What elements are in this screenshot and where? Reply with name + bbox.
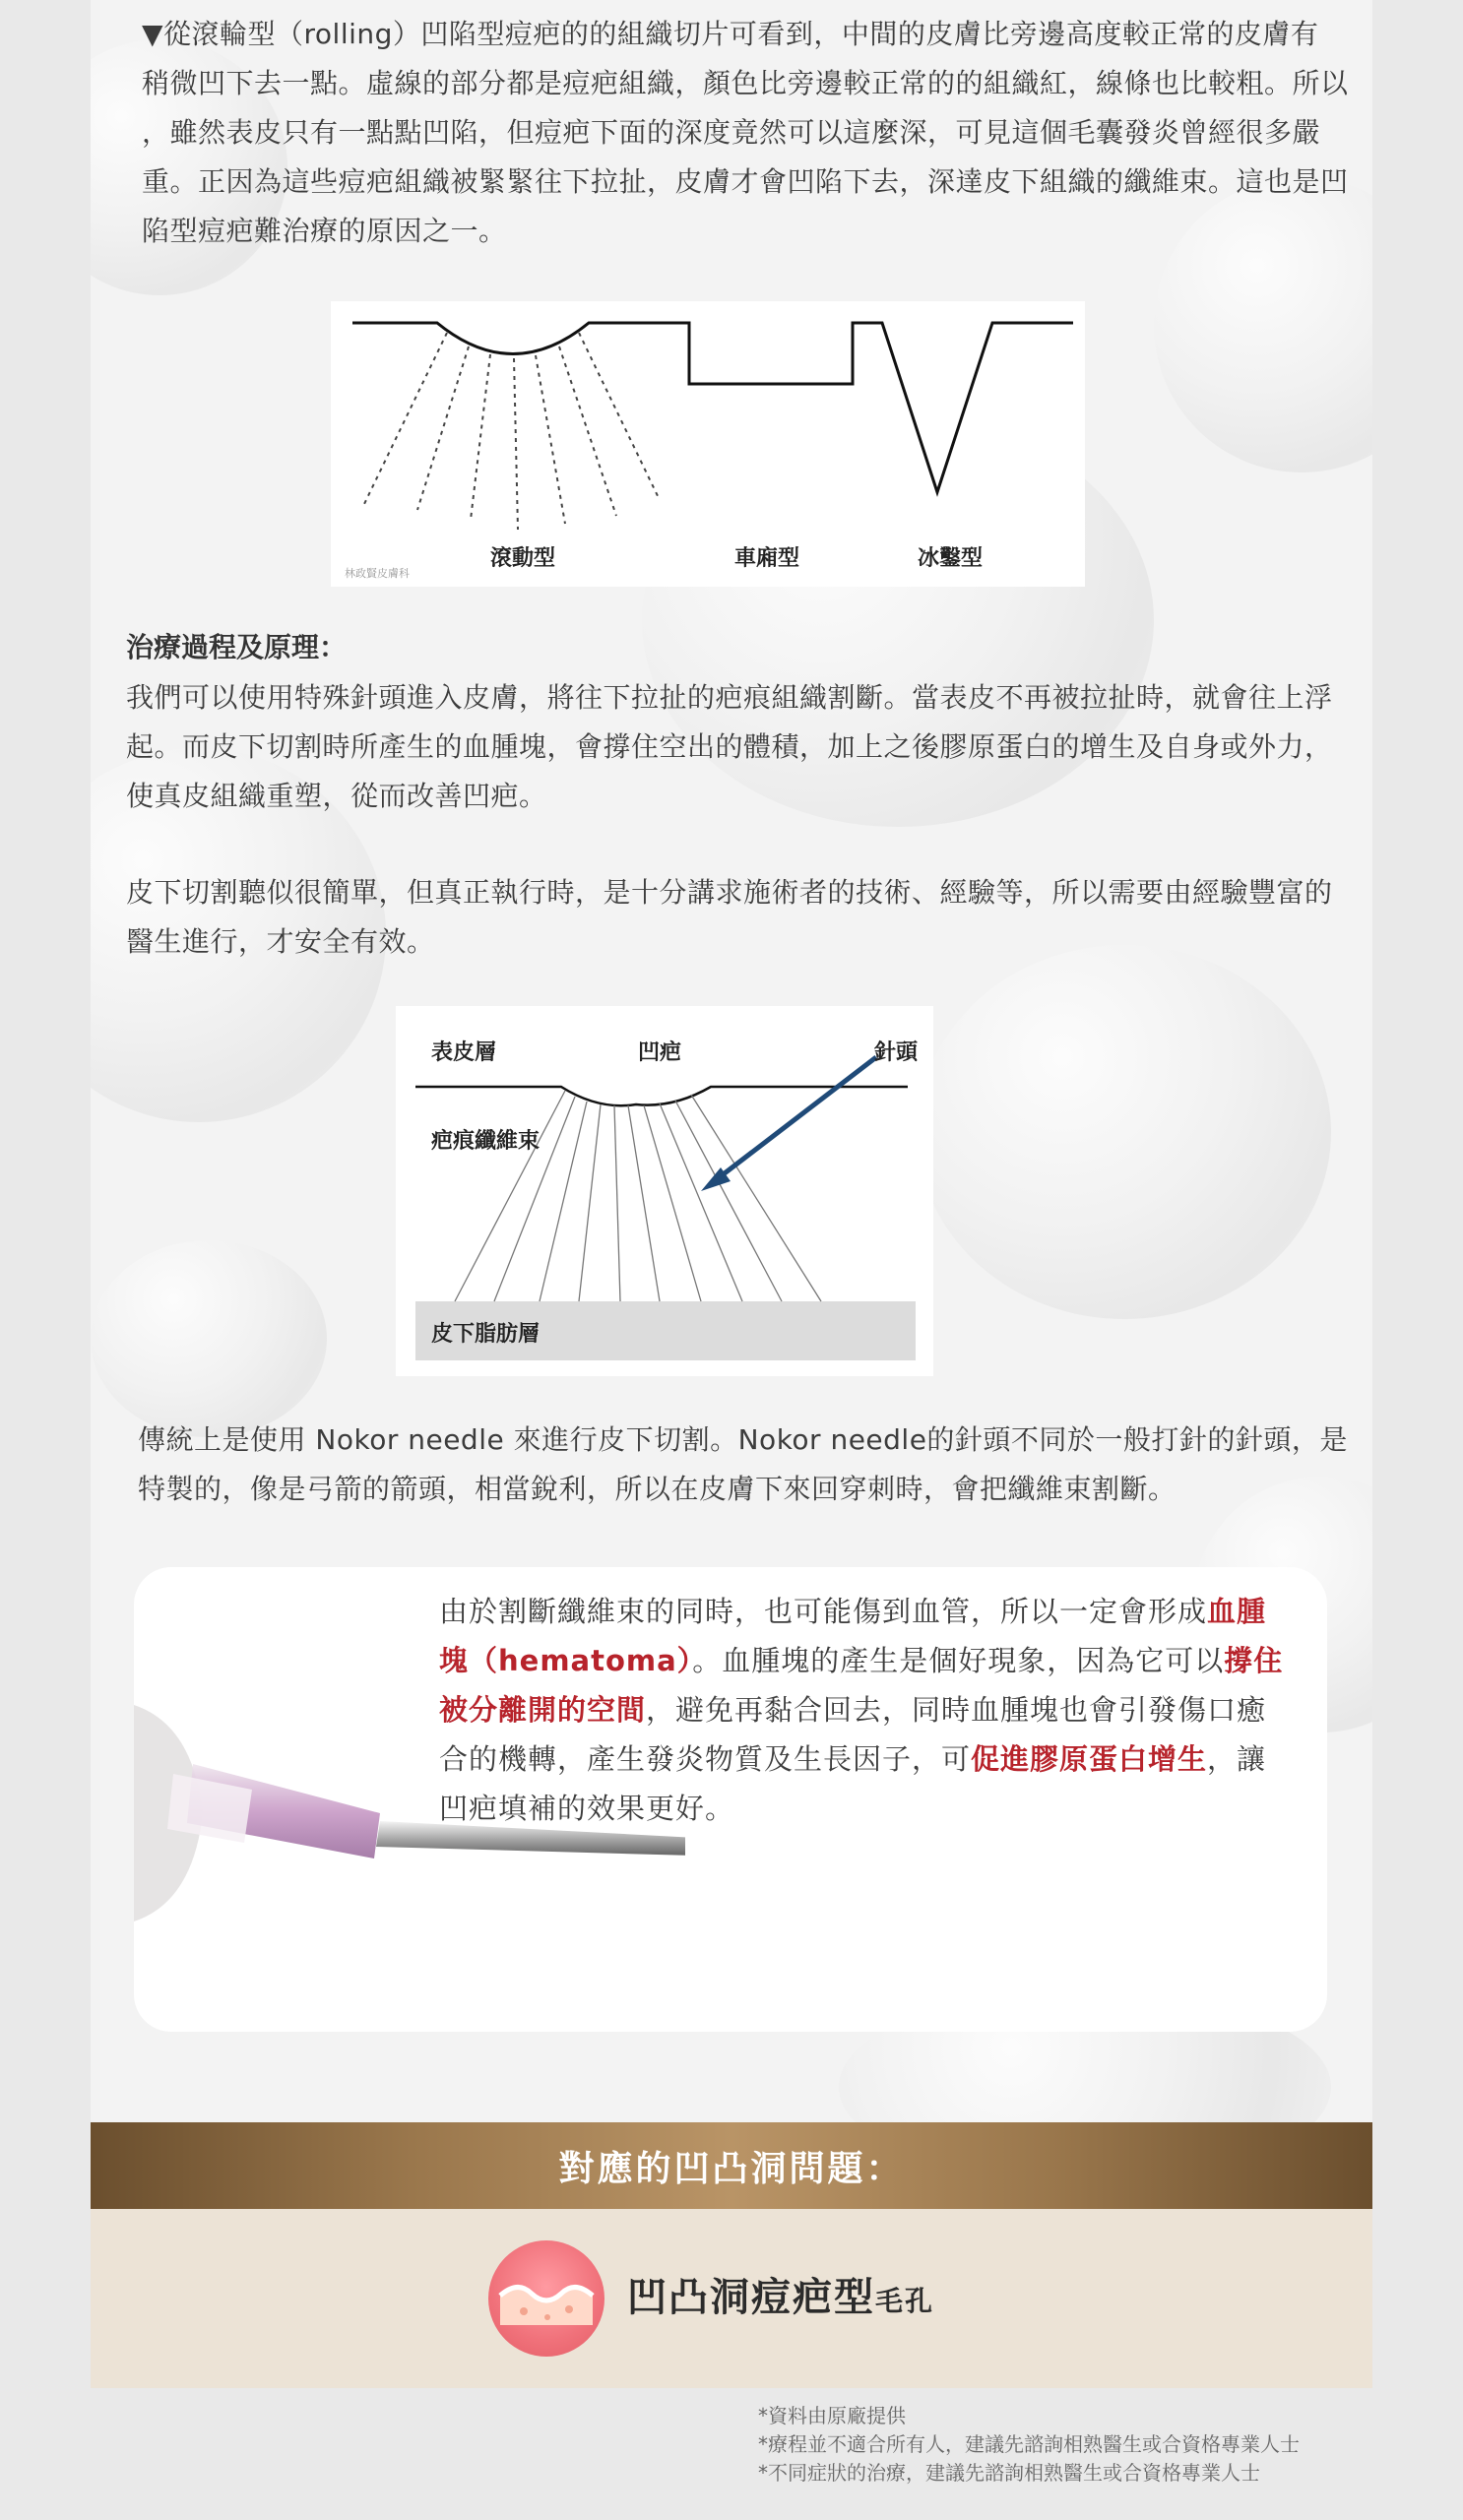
hematoma-text-part: ，避免再黏合回去，同時血腫塊也會引發傷口癒合的機轉，產生發炎物質及生長因子，可 <box>439 1693 1267 1776</box>
hematoma-text-part: 。血腫塊的產生是個好現象，因為它可以 <box>692 1644 1225 1677</box>
label-icepick: 冰鑿型 <box>918 546 984 571</box>
footnote: *不同症狀的治療，建議先諮詢相熟醫生或合資格專業人士 <box>758 2461 1260 2485</box>
banner-title: 對應的凹凸洞問題： <box>558 2147 905 2189</box>
hematoma-text <box>439 1587 1296 1833</box>
figure-watermark: 林政賢皮膚科 <box>345 567 410 580</box>
intro-line: 陷型痘疤難治療的原因之一。 <box>142 215 507 247</box>
intro-line: 稍微凹下去一點。虛線的部分都是痘疤組織，顏色比旁邊較正常的的組織紅，線條也比較粗。所以 <box>142 67 1349 99</box>
needle-line: 特製的，像是弓箭的箭頭，相當銳利，所以在皮膚下來回穿刺時，會把纖維束割斷。 <box>138 1473 1177 1505</box>
label-rolling: 滾動型 <box>490 546 556 571</box>
bg-bubble <box>918 945 1331 1319</box>
treatment-paragraph-1 <box>126 673 1333 821</box>
treatment-line: 醫生進行，才安全有效。 <box>126 925 435 958</box>
related-problems-banner <box>91 2122 1372 2209</box>
intro-line: ，雖然表皮只有一點點凹陷，但痘疤下面的深度竟然可以這麼深，可見這個毛囊發炎曾經很多嚴 <box>142 116 1321 149</box>
highlight-support-space: 撐住被分離開的空間 <box>439 1644 1284 1727</box>
treatment-line: 皮下切割聽似很簡單，但真正執行時，是十分講求施術者的技術、經驗等，所以需要由經驗豐富的 <box>126 876 1333 909</box>
footnotes <box>758 2402 1300 2488</box>
highlight-hematoma: 血腫塊（hematoma） <box>439 1595 1267 1677</box>
problem-tag-area <box>91 2209 1372 2388</box>
tag-small: 毛孔 <box>875 2285 935 2317</box>
treatment-line: 使真皮組織重塑，從而改善凹疤。 <box>126 780 547 812</box>
skin-layers-icon <box>488 2240 604 2357</box>
footnote: *資料由原廠提供 <box>758 2404 906 2427</box>
footnote: *療程並不適合所有人，建議先諮詢相熟醫生或合資格專業人士 <box>758 2432 1300 2456</box>
bg-bubble <box>91 1240 327 1437</box>
label-fibers: 疤痕纖維束 <box>431 1129 541 1154</box>
hematoma-text-part: ，讓凹疤填補的效果更好。 <box>439 1742 1267 1825</box>
needle-intro-paragraph <box>138 1416 1348 1514</box>
treatment-line: 起。而皮下切割時所產生的血腫塊，會撐住空出的體積，加上之後膠原蛋白的增生及自身或外力， <box>126 730 1333 763</box>
treatment-line: 我們可以使用特殊針頭進入皮膚，將往下拉扯的疤痕組織割斷。當表皮不再被拉扯時，就會往上浮 <box>126 681 1333 714</box>
subcision-figure <box>396 1006 933 1376</box>
label-needle: 針頭 <box>874 1040 919 1065</box>
scar-types-figure <box>331 301 1085 587</box>
highlight-collagen: 促進膠原蛋白增生 <box>971 1742 1208 1776</box>
label-scar: 凹疤 <box>638 1040 682 1065</box>
tag-main: 凹凸洞痘疤型 <box>627 2274 875 2320</box>
intro-line: 重。正因為這些痘疤組織被緊緊往下拉扯，皮膚才會凹陷下去，深達皮下組織的纖維束。這也是凹 <box>142 165 1349 198</box>
treatment-heading: 治療過程及原理： <box>126 631 348 663</box>
treatment-paragraph-2 <box>126 868 1333 967</box>
label-boxcar: 車廂型 <box>734 546 800 571</box>
problem-tag-label <box>627 2266 934 2322</box>
intro-paragraph <box>142 10 1349 256</box>
hematoma-card <box>134 1567 1327 2032</box>
intro-line: ▼從滾輪型（rolling）凹陷型痘疤的的組織切片可看到，中間的皮膚比旁邊高度較正常的皮膚有 <box>142 18 1319 50</box>
needle-line: 傳統上是使用 Nokor needle 來進行皮下切割。Nokor needle的針頭不同於一般打針的針頭，是 <box>138 1423 1348 1456</box>
label-epidermis: 表皮層 <box>431 1040 497 1065</box>
label-fat: 皮下脂肪層 <box>431 1322 541 1347</box>
hematoma-text-part: 由於割斷纖維束的同時，也可能傷到血管，所以一定會形成 <box>439 1595 1208 1628</box>
content-page <box>91 0 1372 2387</box>
